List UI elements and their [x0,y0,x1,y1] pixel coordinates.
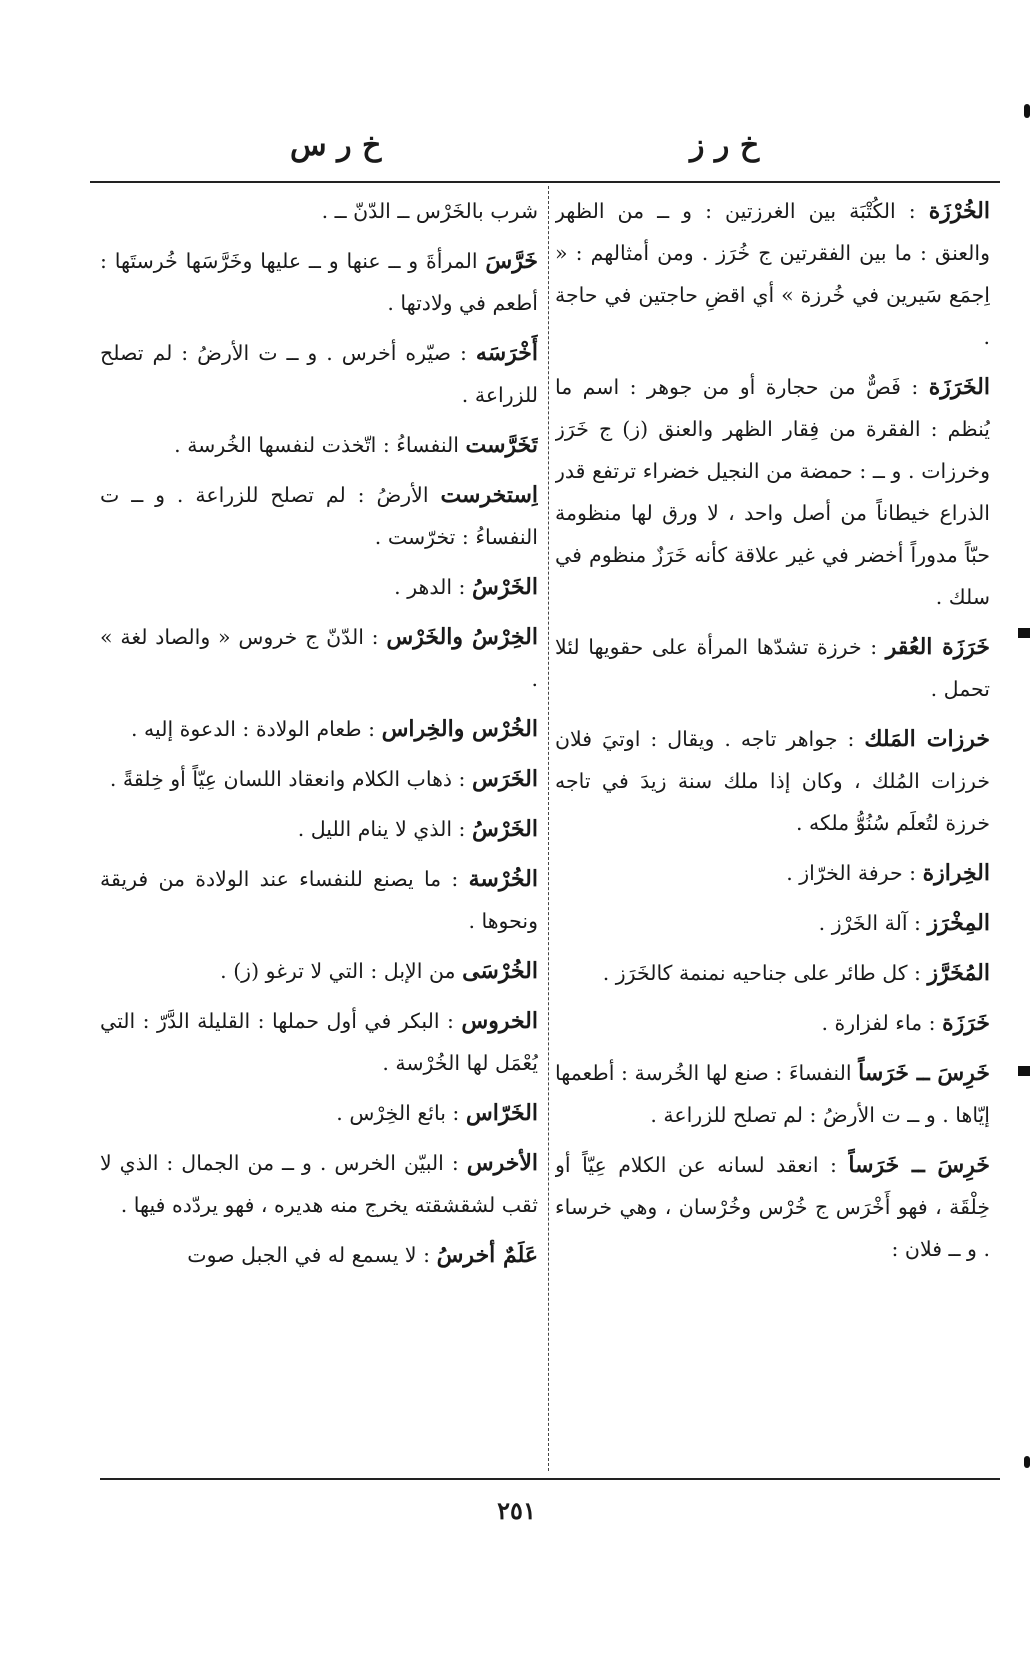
entry-definition: : البكر في أول حملها : القليلة الدَّرّ : التي يُعْمَل لها الخُرْسة . [100,1009,538,1075]
entry-headword: الخُرْسَى [462,958,538,984]
dictionary-entry [100,1142,538,1226]
entry-headword: خَرَزَة [942,1010,990,1036]
entry-headword: الخَرْسُ [471,816,538,842]
dictionary-entry [100,566,538,608]
entry-headword: الخِرْسُ والخَرْس [386,624,538,650]
right-column [555,190,990,1470]
entry-headword: اِستخرست [440,482,538,508]
dictionary-entry [100,1092,538,1134]
entry-headword: الخُرْس والخِراس [381,716,538,742]
entry-headword: الخَرْسُ [471,574,538,600]
entry-headword: خَرِسَ ــ خَرَساً [858,1060,990,1086]
entry-definition: من الإبل : التي لا ترغو (ز) . [220,959,456,983]
entry-headword: المِخْرَز [927,910,990,936]
running-head-right: خ ر ز [690,128,760,163]
entry-definition: : الذي لا ينام الليل . [297,817,466,841]
entry-definition: النفساءَ : صنع لها الخُرسة : أطعمها إيّاها . و ــ ت الأرضُ : لم تصلح للزراعة . [555,1061,990,1127]
dictionary-entry [100,1234,538,1276]
entry-definition: المرأةَ و ــ عنها و ــ عليها وخَرَّسَها خُرستَها : أطعم في ولادتها . [100,249,538,315]
scan-edge-mark [1018,628,1030,638]
dictionary-entry [100,190,538,232]
dictionary-entry [555,190,990,358]
dictionary-entry [100,474,538,558]
scan-edge-mark [1024,104,1030,118]
scan-edge-mark [1018,1066,1030,1076]
entry-definition: شرب بالخَرْس ــ الدّنّ ــ . [321,199,538,223]
scan-edge-mark [1024,1456,1030,1468]
entry-definition: : ذهاب الكلام وانعقاد اللسان عِيّاً أو خِلقةً . [109,767,466,791]
entry-definition: : فَصٌّ من حجارة أو من جوهر : اسم ما يُنظم : الفقرة من فِقار الظهر والعنق (ز) ج خَرَز وخرزات . و ــ : حمضة من النجيل خضراء ترتفع قدر الذراع خيطاناً من أصل واحد ، لا ورق لها منظومة حبّاً مدوراً أخضر في غير علاقة كأنه خَرَزٌ منظوم في سلك . [555,375,990,609]
entry-headword: الخَرَس [471,766,538,792]
dictionary-entry [555,366,990,618]
dictionary-entry [100,858,538,942]
entry-definition: : جواهر تاجه . ويقال : اوتيَ فلان خرزات المُلك ، وكان إذا ملك سنة زيدَ في تاجه خرزة لتُعلَم سُنُوُّ ملكه . [555,727,990,835]
dictionary-entry [555,902,990,944]
entry-definition: : خرزة تشدّها المرأة على حقويها لئلا تحمل . [555,635,990,701]
entry-definition: : كل طائر على جناحيه نمنمة كالخَرَز . [602,961,921,985]
dictionary-entry [100,808,538,850]
dictionary-entry [555,718,990,844]
entry-headword: الخروس [461,1008,538,1034]
entry-headword: خَرَّسَ [485,248,538,274]
header-rule [90,181,1000,183]
left-column [100,190,538,1470]
entry-definition: : الدّنّ ج خروس « والصاد لغة » . [100,625,538,691]
entry-definition: : طعام الولادة : الدعوة إليه . [130,717,376,741]
entry-headword: أَخْرَسَه [475,340,538,366]
entry-headword: تَخَرَّست [465,432,538,458]
dictionary-entry [555,1052,990,1136]
entry-definition: : البيّن الخرس . و ــ من الجمال : الذي لا ثقب لشقشقته يخرج منه هديره ، فهو يردّده فيها . [100,1151,538,1217]
dictionary-entry [100,240,538,324]
footer-rule [100,1478,1000,1480]
dictionary-entry [100,950,538,992]
entry-headword: الخَرَزَة [928,374,990,400]
dictionary-entry [100,616,538,700]
entry-headword: الأخرس [466,1150,538,1176]
dictionary-entry [555,1002,990,1044]
entry-headword: الخَرّاس [465,1100,538,1126]
entry-definition: : الكُتْبَة بين الغرزتين : و ــ من الظهر والعنق : ما بين الفقرتين ج خُرَز . ومن أمثالهم : « اِجمَع سَيرين في خُرزة » أي اقضِ حاجتين في حاجة . [555,199,990,349]
running-head-left: خ ر س [290,128,382,163]
entry-definition: : صيّره أخرس . و ــ ت الأرضُ : لم تصلح للزراعة . [100,341,538,407]
dictionary-entry [100,758,538,800]
page-number: ٢٥١ [497,1496,536,1525]
dictionary-entry [555,626,990,710]
dictionary-entry [100,424,538,466]
entry-definition: : حرفة الخرّاز . [786,861,917,885]
entry-definition: النفساءُ : اتّخذت لنفسها الخُرسة . [174,433,459,457]
entry-definition: : الدهر . [394,575,466,599]
entry-headword: خرزات المَلك [864,726,990,752]
entry-definition: : ماء لفزارة . [821,1011,936,1035]
dictionary-entry [555,852,990,894]
entry-definition: : آلة الخَرْز . [818,911,921,935]
entry-definition: : انعقد لسانه عن الكلام عِيّاً أو خِلْقَة ، فهو أَخْرَس ج خُرْس وخُرْسان ، وهي خرساء . و ــ فلان : [555,1153,990,1261]
entry-headword: الخُرْزَة [928,198,990,224]
entry-definition: : ما يصنع للنفساء عند الولادة من فريقة ونحوها . [100,867,538,933]
entry-headword: الخِرازة [922,860,990,886]
entry-definition: الأرضُ : لم تصلح للزراعة . و ــ ت النفساءُ : تخرّست . [100,483,538,549]
column-divider [548,186,549,1471]
entry-headword: الخُرْسة [468,866,538,892]
dictionary-entry [555,1144,990,1270]
dictionary-entry [100,708,538,750]
entry-headword: خَرَزَة العُقر [885,634,990,660]
entry-definition: : لا يسمع له في الجبل صوت [187,1243,431,1267]
entry-headword: المُخَرَّز [927,960,990,986]
dictionary-entry [100,1000,538,1084]
dictionary-entry [100,332,538,416]
dictionary-entry [555,952,990,994]
entry-definition: : بائع الخِرْس . [336,1101,460,1125]
entry-headword: عَلَمٌ أخرسُ [436,1242,538,1268]
entry-headword: خَرِسَ ــ خَرَساً [848,1152,990,1178]
